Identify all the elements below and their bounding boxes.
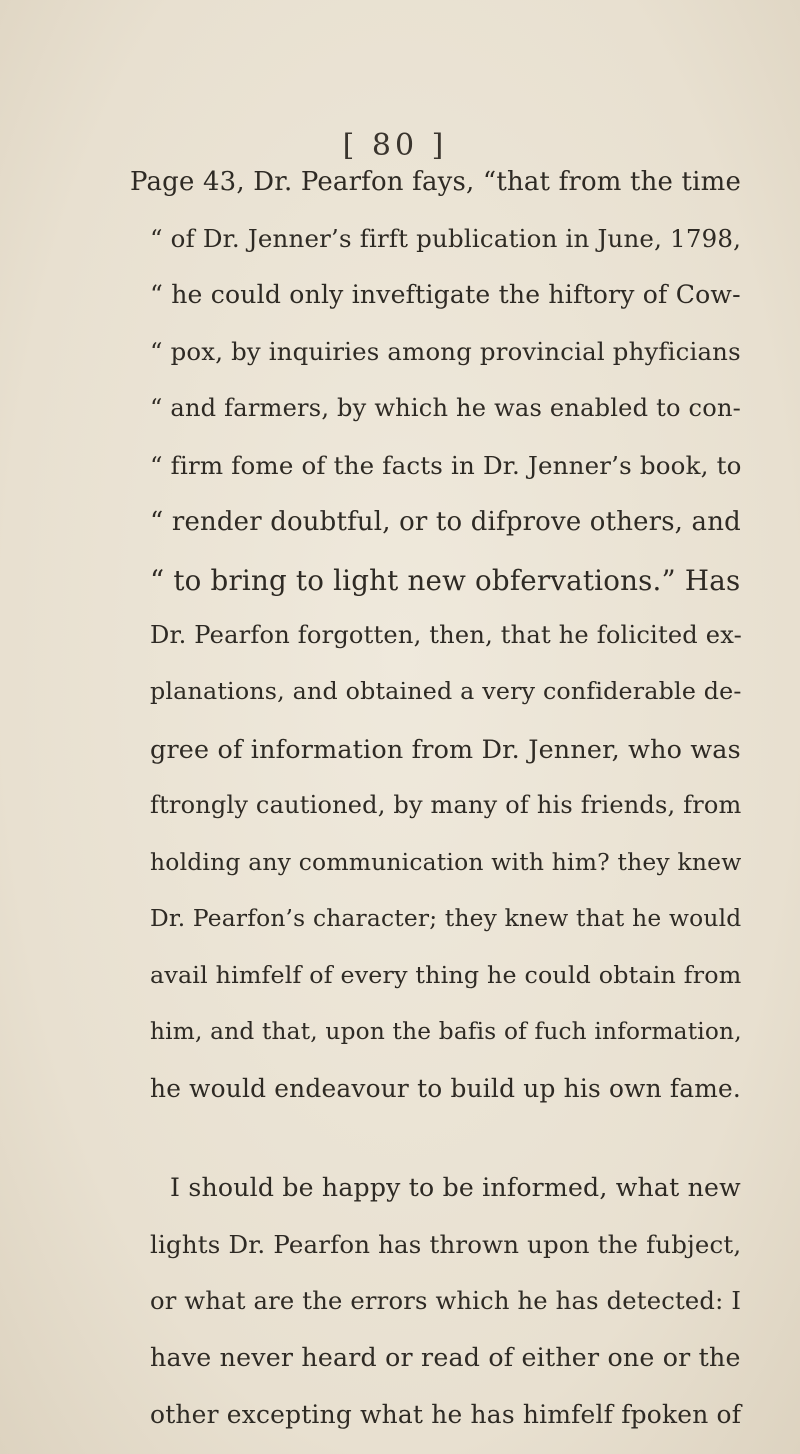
text-line: “ of Dr. Jenner’s firft publication in June, 1798, xyxy=(150,224,742,253)
text-line: lights Dr. Pearfon has thrown upon the fubject, xyxy=(150,1230,742,1259)
text-line: he would endeavour to build up his own fame. xyxy=(150,1074,742,1103)
text-line: planations, and obtained a very confiderable de- xyxy=(150,677,742,705)
text-line: “ firm fome of the facts in Dr. Jenner’s book, to xyxy=(150,451,742,480)
text-line: Dr. Pearfon’s character; they knew that he would xyxy=(150,904,742,932)
text-line: other excepting what he has himfelf fpoken of xyxy=(150,1400,742,1429)
text-line: Dr. Pearfon forgotten, then, that he folicited ex- xyxy=(150,621,742,649)
text-line: ftrongly cautioned, by many of his friends, from xyxy=(150,791,742,819)
text-line: have never heard or read of either one or the xyxy=(150,1343,741,1372)
page-number: [ 80 ] xyxy=(342,128,448,163)
text-line: avail himfelf of every thing he could obtain from xyxy=(150,961,742,989)
text-line: or what are the errors which he has detected: I xyxy=(150,1287,742,1315)
text-line: “ he could only inveftigate the hiftory of Cow- xyxy=(150,280,741,309)
text-line: I should be happy to be informed, what new xyxy=(170,1173,741,1202)
text-line: him, and that, upon the bafis of fuch information, xyxy=(150,1018,742,1045)
text-line: gree of information from Dr. Jenner, who was xyxy=(150,734,741,764)
text-line: “ to bring to light new obfervations.” Has xyxy=(150,564,741,597)
text-line: “ and farmers, by which he was enabled to con- xyxy=(150,394,742,422)
text-line: holding any communication with him? they knew xyxy=(150,848,742,876)
text-line: Page 43, Dr. Pearfon fays, “that from the time xyxy=(130,167,742,197)
text-line: “ render doubtful, or to difprove others, and xyxy=(150,507,741,537)
text-line: “ pox, by inquiries among provincial phyficians xyxy=(150,337,741,366)
